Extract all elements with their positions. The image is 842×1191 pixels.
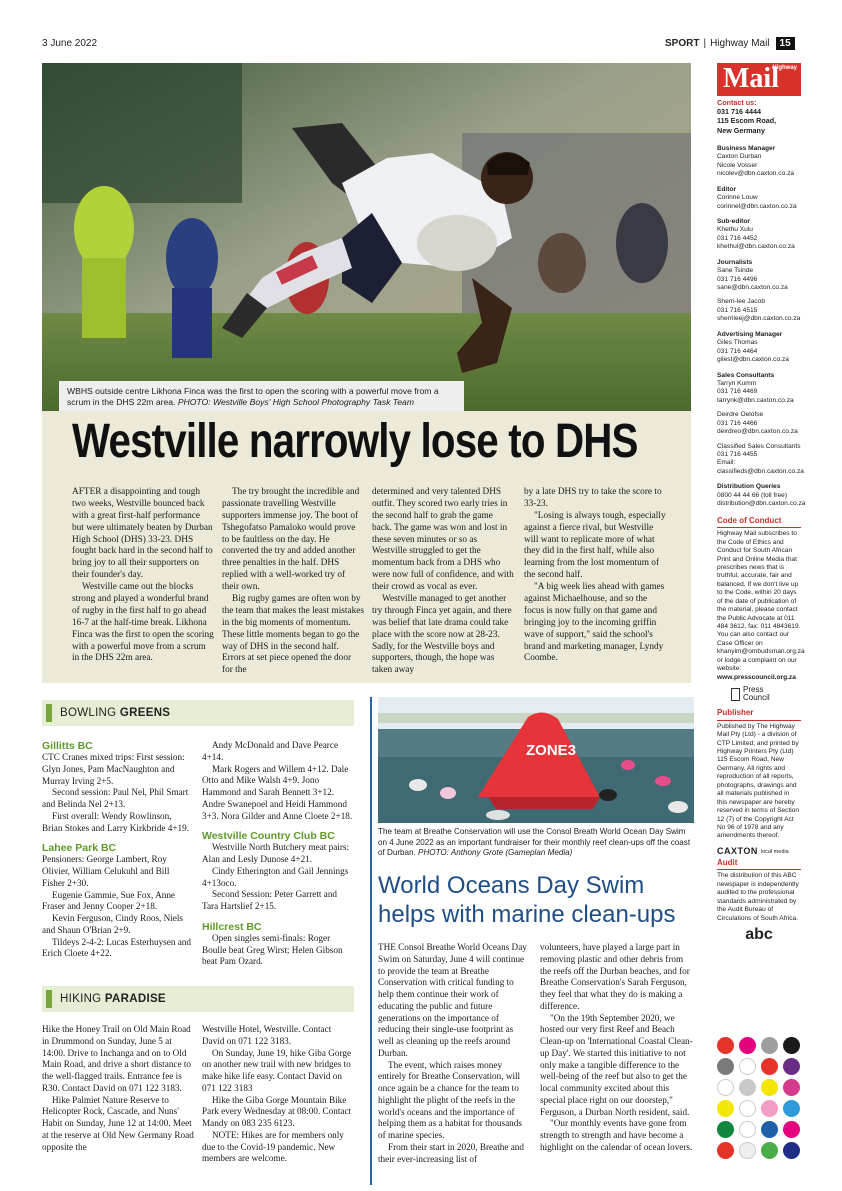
color-dot <box>783 1121 800 1138</box>
divider <box>717 527 801 528</box>
color-dot <box>761 1142 778 1159</box>
highway-mail-logo: Highway Mail <box>717 63 801 96</box>
staff-line: Email: <box>717 459 736 467</box>
staff-line: sane@dbn.caxton.co.za <box>717 284 788 291</box>
hero-caption-text: WBHS outside centre Likhona Finca was the first to open the scoring with a powerful move from a scrum in the DHS 22m area. <box>67 386 439 407</box>
hiking-col-2: Westville Hotel, Westville. Contact David on 071 122 3183. On Sunday, June 19, hike Giba Gorge on another new trail with new bridges to make hike life easy. Contact David on 071 122 3183 Hike the Giba Gorge Mountain Bike Park every Wednesday at 08:00. Contact Mandy on 083 235 6123. NOTE: Hikes are for members only due to the Covid-19 pandemic. New members are welcome. <box>202 1024 352 1164</box>
hero-photo <box>42 63 691 411</box>
ocean-caption-credit: PHOTO: Anthony Grote (Gameplan Media) <box>418 848 573 858</box>
ocean-col-2 <box>540 942 696 1154</box>
staff-role: Editor <box>717 185 737 193</box>
staff-line: Deirdre Oelofse <box>717 411 764 419</box>
body-paragraph: "Losing is always tough, especially against a fierce rival, but Westville will want to replicate more of what they did in the first half, while also learning from the lost momentum of the second half. <box>524 510 666 581</box>
staff-line: 031 716 4452 <box>717 234 758 242</box>
staff-line: gilest@dbn.caxton.co.za <box>717 356 789 364</box>
ocean-swim-photo <box>378 697 694 823</box>
body-paragraph: The try brought the incredible and passionate travelling Westville supporters immense joy. The boot of Tshegofatso Pamaloko would prove to be faultless on the day. He converted the try and added another three penalties in the half. DHS replied with a well-worked try of their own. <box>222 487 360 593</box>
publisher-title: Publisher <box>717 708 754 718</box>
staff-line: 031 716 4464 <box>717 347 758 355</box>
main-headline: Westville narrowly lose to DHS <box>72 415 638 468</box>
color-dot <box>761 1079 778 1096</box>
color-dot <box>783 1079 800 1096</box>
staff-line: corinnel@dbn.caxton.co.za <box>717 202 797 210</box>
color-dot <box>739 1079 756 1096</box>
hiking-section-title: HIKING PARADISE <box>60 993 166 1005</box>
code-of-conduct-text: Highway Mail subscribes to the Code of Ethics and Conduct for South African Print and Online Media that prescribes news that is truthful, accurate, fair and balanced. If we don't live up to the Code, within 20 days of the date of publication of the material, please contact the Public Advocate at 011 484 3612, fax: 011 4843619. You can also contact our Case Officer on khanyim@ombudsman.org.za or lodge a complaint on our website: <box>717 530 805 673</box>
staff-line: Classified Sales Consultants <box>717 442 801 450</box>
staff-block <box>717 371 804 477</box>
buoy-label: ZONE3 <box>526 742 577 759</box>
color-dot <box>739 1058 756 1075</box>
publisher-text: Published by The Highway Mail Pty (Ltd) - a division of CTP Limited; and printed by Highway Printers Pty (Ltd) 115 Escom Road, New Germany. All rights and reproduction of all reports, photographs, drawings and all materials published in this newspaper are hereby reserved in terms of Section 12 (7) of the Copyright Act No 96 of 1978 and any amendments thereof. <box>717 722 800 840</box>
color-dot <box>717 1142 734 1159</box>
color-dot <box>717 1121 734 1138</box>
staff-line: classifieds@dbn.caxton.co.za <box>717 467 804 475</box>
color-dot <box>761 1121 778 1138</box>
body-paragraph: From their start in 2020, Breathe and their ever-increasing list of <box>378 1142 524 1164</box>
section-name: SPORT <box>665 38 700 49</box>
contact-phone: 031 716 4444 <box>717 107 761 117</box>
club-heading: Lahee Park BC <box>42 842 117 855</box>
staff-role: Distribution Queries <box>717 483 781 491</box>
results-text: Westville North Butchery meat pairs: Alan and Lesly Dunose 4+21. Cindy Etherington and Gail Jennings 4+13oco. Second Session: Peter Garrett and Tara Hartslief 2+15. <box>202 842 350 912</box>
ocean-headline: World Oceans Day Swim helps with marine clean-ups <box>378 872 676 928</box>
color-dot <box>783 1100 800 1117</box>
code-of-conduct-title: Code of Conduct <box>717 515 782 525</box>
hiking-section-bar <box>42 986 354 1012</box>
hero-caption-credit: PHOTO: Westville Boys' High School Photography Task Team <box>177 396 414 407</box>
staff-line: Khethu Xulu <box>717 226 753 234</box>
color-dot <box>717 1037 734 1054</box>
bowling-section-bar <box>42 700 354 726</box>
audit-title: Audit <box>717 857 738 867</box>
staff-line: Giles Thomas <box>717 339 758 347</box>
hero-caption <box>59 381 464 411</box>
column-divider <box>370 697 372 1185</box>
publication-name: Highway Mail <box>710 38 770 49</box>
results-text: Pensioners: George Lambert, Roy Olivier, William Celukuhl and Bill Fisher 2+30. Eugenie Gammie, Sue Fox, Anne Fraser and Jenny Cooper 2+18. Kevin Ferguson, Cindy Roos, Niels and Shaun O'Brian 2+9. Tildeys 2-4-2: Lucas Esterhuysen and Erich Cloete 4+22. <box>42 854 191 959</box>
body-paragraph: AFTER a disappointing and tough two weeks, Westville bounced back with a great first-half performance but were ultimately beaten by Durban High School (DHS) 33-23. DHS fought back hard in the second half to bring joy to all their supporters on their founder's day. <box>72 487 213 581</box>
staff-line: Sherri-lee Jacob <box>717 298 766 306</box>
color-dot <box>739 1142 756 1159</box>
divider <box>717 720 801 721</box>
header-separator: | <box>703 38 707 49</box>
section-marker <box>46 704 52 722</box>
body-paragraph: "Our monthly events have gone from strength to strength and have become a highlight on the calendar of ocean lovers. <box>540 1118 693 1153</box>
staff-role: Sales Consultants <box>717 371 775 379</box>
club-heading: Gillitts BC <box>42 740 93 752</box>
staff-line: 031 716 4496 <box>717 275 758 283</box>
color-dot <box>717 1100 734 1117</box>
staff-role: Business Manager <box>717 144 776 152</box>
staff-line: Nicole Vosser <box>717 161 758 169</box>
color-dot <box>761 1037 778 1054</box>
staff-line: Caxton Durban <box>717 153 762 161</box>
page-number: 15 <box>776 37 795 50</box>
press-council-link[interactable]: www.presscouncil.org.za <box>717 673 796 681</box>
staff-line: Sane Tsinde <box>717 267 754 275</box>
color-dot <box>783 1058 800 1075</box>
body-paragraph: by a late DHS try to take the score to 33-23. <box>524 487 662 509</box>
staff-line: khethul@dbn.caxton.co.za <box>717 243 795 251</box>
staff-line: Tarryn Kumm <box>717 379 757 387</box>
staff-line: deirdreo@dbn.caxton.co.za <box>717 428 798 436</box>
color-dot <box>761 1100 778 1117</box>
body-paragraph: Westville managed to get another try through Finca yet again, and there was belief that late drama could take place with the score now at 28-23. Sadly, for the Westville boys and supporters, though, the hope was taken away <box>372 594 512 676</box>
staff-line: nicolev@dbn.caxton.co.za <box>717 170 795 178</box>
press-council-logo <box>731 686 801 702</box>
rugby-player-photo <box>42 63 691 411</box>
ocean-caption-text: The team at Breathe Conservation will use the Consol Breath World Ocean Day Swim on 4 June 2022 as an important fundraiser for their monthly reef clean-ups off the coast of Durban. <box>378 827 691 858</box>
hiking-col-1: Hike the Honey Trail on Old Main Road in Drummond on Sunday, June 5 at 14:00. Drive to Inchanga and on to Old Main Road, and drive a short distance to the well-flagged trails. Entrance fee is R30. Contact David on 071 122 3183. Hike Palmiet Nature Reserve to Helicopter Rock, Cascade, and Nuns' Habit on Sunday, June 12 at 14:00. Meet at the reserve at Old New Germany Road opposite the <box>42 1024 194 1152</box>
contact-address: New Germany <box>717 125 765 135</box>
staff-block <box>717 218 801 252</box>
staff-line: 031 716 4515 <box>717 306 758 314</box>
masthead-sidebar <box>717 98 806 944</box>
main-story-col-4 <box>524 487 668 665</box>
staff-list <box>717 144 806 509</box>
staff-line: distribution@dbn.caxton.co.za <box>717 500 806 508</box>
results-text: Open singles semi-finals: Roger Boulle beat Greg Wirst; Helen Gibson beat Pam Ozard. <box>202 932 343 967</box>
body-paragraph: Westville came out the blocks strong and played a wonderful brand of rugby in the first half to go ahead 16-7 at the half-time break. Likhona Finca was the first to open the scoring with a powerful move from a scrum in the DHS 22m area. <box>72 582 214 664</box>
ocean-photo-graphic <box>378 697 694 823</box>
staff-block <box>717 145 801 179</box>
contact-address: 115 Escom Road, <box>717 116 777 126</box>
staff-role: Sub-editor <box>717 217 750 225</box>
bowling-col-2 <box>202 740 354 968</box>
color-dot <box>739 1121 756 1138</box>
staff-line: 031 716 4469 <box>717 388 758 396</box>
main-story-col-1 <box>72 487 214 665</box>
ocean-caption <box>378 827 694 859</box>
abc-logo: abc <box>745 926 773 944</box>
caxton-logo: CAXTON local media <box>717 845 789 856</box>
staff-line: 031 716 4455 <box>717 451 758 458</box>
club-heading: Westville Country Club BC <box>202 830 335 843</box>
press-council-wordmark: Press Council <box>743 685 770 703</box>
results-text: CTC Cranes mixed trips: First session: Glyn Jones, Pam MacNaughton and Murray Irving 2+5. Second session: Paul Nel, Phil Smart and Belinda Nel 2+13. First overall: Wendy Rowlinson, Brian Stokes and Larry Kirkbride 4+19. <box>42 752 190 833</box>
ocean-col-1 <box>378 942 528 1166</box>
main-story-col-2 <box>222 487 364 677</box>
staff-line: tarrynk@dbn.caxton.co.za <box>717 396 794 404</box>
club-heading: Hillcrest BC <box>202 920 262 933</box>
color-dot <box>761 1058 778 1075</box>
contact-title: Contact us: <box>717 98 757 107</box>
bowling-section-title: BOWLING GREENS <box>60 707 171 719</box>
body-paragraph: THE Consol Breathe World Oceans Day Swim on Saturday, June 4 will continue to provide the team at Breathe Conservation with critical funding to help them continue their work of educating the public and future generations on the importance of reducing their single-use footprint as well as cleaning up the reefs around Durban. <box>378 942 527 1058</box>
press-council-icon <box>731 688 740 701</box>
body-paragraph: The event, which raises money entirely for Breathe Conservation, will once again be a chance for the team to highlight the plight of the reefs in the world's oceans and the importance of helping them as a habitat for thousands of marine species. <box>378 1059 522 1141</box>
section-marker <box>46 990 52 1008</box>
body-paragraph: "On the 19th September 2020, we hosted our very first Reef and Beach Clean-up on 'International Coastal Clean-up Day'. We started this initiative to not only make a tangible difference to the well-being of the reef but also to get the local community excited about this special place right on our doorstep," Ferguson, a Durban North resident, said. <box>540 1012 693 1117</box>
staff-line: sherrileej@dbn.caxton.co.za <box>717 315 801 323</box>
color-dot <box>739 1100 756 1117</box>
results-text: Andy McDonald and Dave Pearce 4+14. Mark Rogers and Willem 4+12. Dale Otto and Mike Walsh 4+9. Jono Hammond and Sarah Bennett 3+12. Andre Swanepoel and Heidi Hammond 3+3. Nora Gilder and Anne Cloete 2+18. <box>202 740 353 821</box>
staff-block <box>717 483 806 508</box>
color-calibration-bar <box>717 1037 801 1159</box>
page-header <box>665 37 795 50</box>
body-paragraph: determined and very talented DHS outfit. They scored two early tries in the second half to grab the game back. The game was won and lost in these seven minutes or so as Westville struggled to get the momentum back from a DHS who were now full of confidence, and with their crowd as vocal as ever. <box>372 487 514 593</box>
color-dot <box>717 1079 734 1096</box>
bowling-col-1 <box>42 740 192 960</box>
main-story-col-3 <box>372 487 514 677</box>
issue-date: 3 June 2022 <box>42 38 98 49</box>
staff-block <box>717 259 801 324</box>
staff-role: Advertising Manager <box>717 330 783 338</box>
staff-line: Corinne Louw <box>717 194 758 202</box>
staff-role: Journalists <box>717 258 753 266</box>
divider <box>717 869 801 870</box>
body-paragraph: Big rugby games are often won by the team that makes the least mistakes in the big moments of momentum. These little moments began to go the way of DHS in the second half. Errors at set piece opened the door for the <box>222 594 364 676</box>
color-dot <box>783 1037 800 1054</box>
staff-line: 031 716 4466 <box>717 419 758 427</box>
body-paragraph: volunteers, have played a large part in removing plastic and other debris from the reefs off the Durban beaches, and for Breathe Conservation's Sarah Ferguson, they feel that what they do is making a difference. <box>540 942 690 1011</box>
staff-block <box>717 186 801 211</box>
body-paragraph: "A big week lies ahead with games against Michaelhouse, and so the focus is now fully on that game and bringing joy to the incoming griffin wave of support," said the school's brand and marketing manager, Lyndy Coombe. <box>524 582 665 664</box>
staff-line: 0800 44 44 66 (toll free) <box>717 491 788 499</box>
color-dot <box>739 1037 756 1054</box>
staff-block <box>717 331 801 365</box>
audit-text: The distribution of this ABC newspaper is independently audited to the professional standards administrated by the Audit Bureau of Circulations of South Africa. <box>717 872 799 922</box>
color-dot <box>717 1058 734 1075</box>
color-dot <box>783 1142 800 1159</box>
